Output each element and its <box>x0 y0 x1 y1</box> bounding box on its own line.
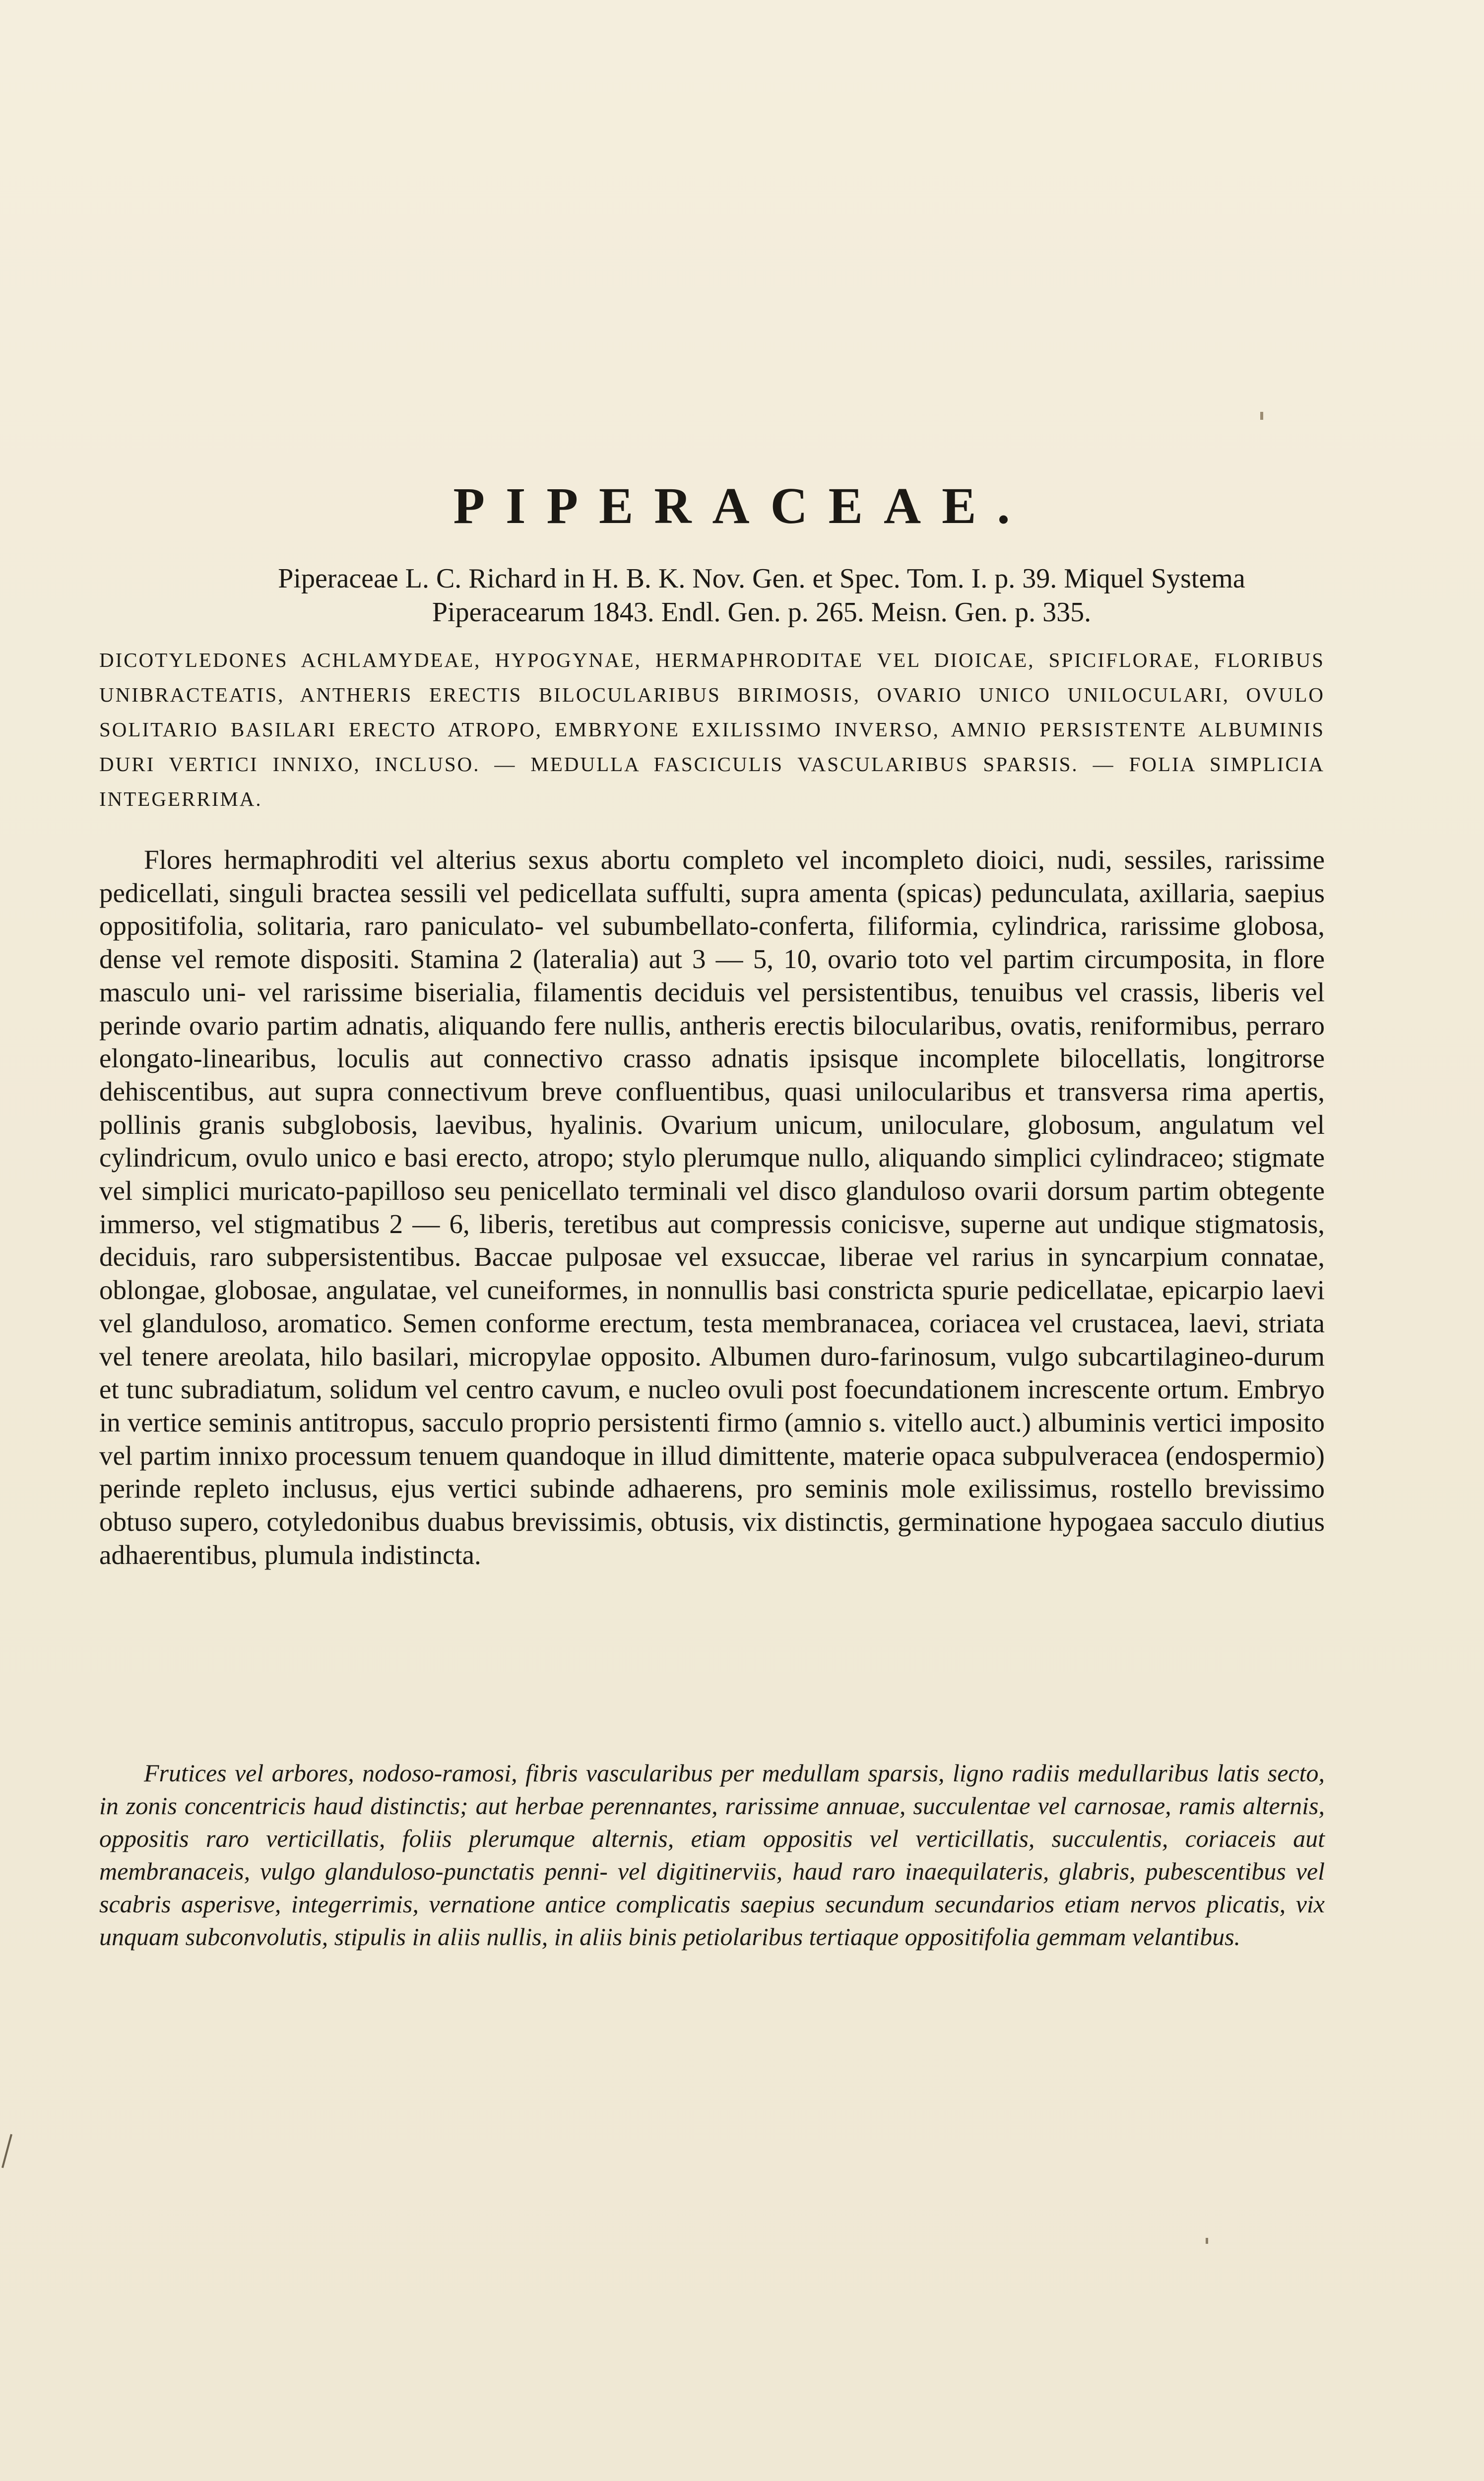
habit-paragraph: Frutices vel arbores, nodoso-ramosi, fibris vascularibus per medullam sparsis, ligno radiis medullaribus latis secto, in zonis concentricis haud distinctis; aut herbae perennantes, rarissime annuae, succulentae vel carnosae, ramis alternis, oppositis raro verticillatis, foliis plerumque alternis, etiam oppositis vel verticillatis, succulentis, coriaceis aut membranaceis, vulgo glanduloso-punctatis penni- vel digitinerviis, haud raro inaequilateris, glabris, pubescentibus vel scabris asperisve, integerrimis, vernatione antice complicatis saepius secundum secundarios etiam nervos plicatis, vix unquam subconvolutis, stipulis in aliis nullis, in aliis binis petiolaribus tertiaque oppositifolia gemmam velantibus. <box>99 1759 1325 1951</box>
bibliographic-reference: Piperaceae L. C. Richard in H. B. K. Nov. Gen. et Spec. Tom. I. p. 39. Miquel Systema Piperacearum 1843. Endl. Gen. p. 265. Meisn. Gen. p. 335. <box>278 563 1245 628</box>
paper-mark <box>1260 412 1263 420</box>
page-title: PIPERACEAE. <box>453 477 1031 534</box>
paper-mark <box>1 2134 12 2168</box>
paper-mark <box>1206 2238 1208 2244</box>
family-diagnosis: DICOTYLEDONES ACHLAMYDEAE, HYPOGYNAE, HERMAPHRODITAE VEL DIOICAE, SPICIFLORAE, FLORIBUS UNIBRACTEATIS, ANTHERIS ERECTIS BILOCULARIBUS BIRIMOSIS, OVARIO UNICO UNILOCULARI, OVULO SOLITARIO BASILARI ERECTO ATROPO, EMBRYONE EXILISSIMO INVERSO, AMNIO PERSISTENTE ALBUMINIS DURI VERTICI INNIXO, INCLUSO. — MEDULLA FASCICULIS VASCULARIBUS SPARSIS. — FOLIA SIMPLICIA INTEGERRIMA. <box>99 649 1325 810</box>
description-paragraph: Flores hermaphroditi vel alterius sexus abortu completo vel incompleto dioici, nudi, sessiles, rarissime pedicellati, singuli bractea sessili vel pedicellata suffulti, supra amenta (spicas) pedunculata, axillaria, saepius oppositifolia, solitaria, raro paniculato- vel subumbellato-conferta, filiformia, cylindrica, rarissime globosa, dense vel remote dispositi. Stamina 2 (lateralia) aut 3 — 5, 10, ovario toto vel partim circumposita, in flore masculo uni- vel rarissime biserialia, filamentis deciduis vel persistentibus, tenuibus vel crassis, liberis vel perinde ovario partim adnatis, aliquando fere nullis, antheris erectis bilocularibus, ovatis, reniformibus, perraro elongato-linearibus, loculis aut connectivo crasso adnatis ipsisque incomplete bilocellatis, longitrorse dehiscentibus, aut supra connectivum breve confluentibus, quasi unilocularibus et transversa rima apertis, pollinis granis subglobosis, laevibus, hyalinis. Ovarium unicum, uniloculare, globosum, angulatum vel cylindricum, ovulo unico e basi erecto, atropo; stylo plerumque nullo, aliquando simplici cylindraceo; stigmate vel simplici muricato-papilloso seu penicellato terminali vel disco glanduloso ovarii dorsum partim obtegente immerso, vel stigmatibus 2 — 6, liberis, teretibus aut compressis conicisve, superne aut undique stigmatosis, deciduis, raro subpersistentibus. Baccae pulposae vel exsuccae, liberae vel rarius in syncarpium connatae, oblongae, globosae, angulatae, vel cuneiformes, in nonnullis basi constricta spurie pedicellatae, epicarpio laevi vel glanduloso, aromatico. Semen conforme erectum, testa membranacea, coriacea vel crustacea, laevi, striata vel tenere areolata, hilo basilari, micropylae opposito. Albumen duro-farinosum, vulgo subcartilagineo-durum et tunc subradiatum, solidum vel centro cavum, e nucleo ovuli post foecundationem increscente ortum. Embryo in vertice seminis antitropus, sacculo proprio persistenti firmo (amnio s. vitello auct.) albuminis vertici imposito vel partim innixo processum tenuem quandoque in illud dimittente, materie opaca subpulveracea (endospermio) perinde repleto inclusus, ejus vertici subinde adhaerens, pro seminis mole exilissimus, rostello brevissimo obtuso supero, cotyledonibus duabus brevissimis, obtusis, vix distinctis, germinatione hypogaea sacculo diutius adhaerentibus, plumula indistincta. <box>99 845 1325 1570</box>
